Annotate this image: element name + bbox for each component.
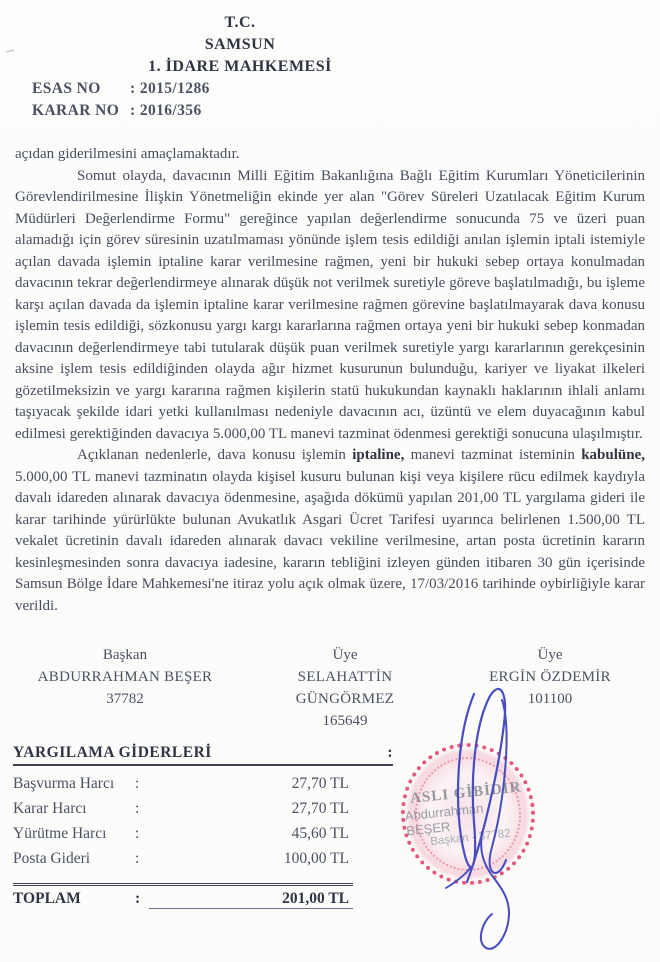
cost-label: Yürütme Harcı [13, 825, 107, 842]
total-colon: : [135, 890, 141, 907]
stamp-certified-copy-text: ASLI GİBİDİR [409, 778, 523, 807]
paragraph-ruling [15, 445, 645, 617]
signatory-role: Üye [332, 647, 358, 663]
paragraph-facts: Somut olayda, davacının Milli Eğitim Bakanlığına Bağlı Eğitim Kurumları Yöneticilerinin Görevlendirilmesine İlişkin Yönetmeliğin ekinde yer alan "Görev Süreleri Uzatılacak Eğitim Kurum Müdürleri Değerlendirme Formu" gereğince yapılan değerlendirme sonucunda 75 ve üzeri puan alamadığı için görev süresinin uzatılmaması yönünde işlem tesis edildiği anılan işlemin iptali istemiyle açılan davada işlemin iptaline karar verilmesine rağmen, yeni bir hukuki sebep ortaya konulmadan davacının tekrar değerlendirmeye alınarak düşük not verilmek suretiyle göreve başlatılmadığı, bu işleme karşı açılan davada da işlemin iptaline karar verilmesine rağmen görevine başlatılmayarak dava konusu işlemin tesis edildiği, sözkonusu yargı kargı kararlarına rağmen ortaya yeni bir hukuki sebep konmadan davacının değerlendirmeye tabi tutularak düşük puan verilmek suretiyle yargı kararlarının gerekçesinin aksine işlem tesis edildiğinden olayda ağır hizmet kusurunun bulunduğu, kariyer ve liyakat ilkeleri gözetilmeksizin ve yargı kararına rağmen kişilerin statü hukukundan kaynaklı haklarının ihlali anlamı taşıyacak şekilde idari yetki kullanılması nedeniyle davacının acı, üzüntü ve elem duyacağının kabul edilmesi gerektiğinden davacıya 5.000,00 TL manevi tazminat ödenmesi gerektiği sonucuna ulaşılmıştır. [15, 167, 645, 442]
karar-no-label: KARAR NO [32, 102, 120, 119]
costs-title-row [13, 744, 393, 766]
costs-rows [13, 771, 353, 871]
republic-label: T.C. [224, 14, 256, 31]
cost-value: 45,60 TL [291, 825, 349, 842]
stamp-name-text: Abdurrahman BEŞER [404, 799, 484, 838]
total-value: 201,00 TL [149, 890, 353, 909]
cost-colon: : [135, 775, 140, 792]
signatory-role: Üye [537, 647, 563, 663]
table-row [13, 821, 353, 846]
karar-no-value: : 2016/356 [130, 102, 202, 119]
stamp-role-number-text: Başkan - 37782 [429, 827, 512, 848]
ruling-text: manevi tazminat isteminin [404, 447, 582, 463]
ruling-text: Açıklanan nedenlerle, dava konusu işlemin [77, 447, 353, 463]
cost-colon: : [135, 850, 140, 867]
costs-total-row [13, 883, 353, 909]
cost-colon: : [135, 825, 140, 842]
litigation-costs-table [13, 744, 393, 909]
cost-label: Başvurma Harcı [13, 775, 115, 792]
cost-label: Karar Harcı [13, 800, 87, 817]
table-row [13, 846, 353, 871]
signatory-name: ERGİN ÖZDEMİR [489, 669, 611, 685]
cost-value: 27,70 TL [291, 775, 349, 792]
decision-body [15, 144, 645, 617]
cost-value: 27,70 TL [291, 800, 349, 817]
case-number-row [0, 78, 660, 100]
esas-no-label: ESAS NO [32, 80, 101, 97]
cost-colon: : [135, 800, 140, 817]
signatory-president [0, 644, 250, 732]
paragraph-continuation: açıdan giderilmesini amaçlamaktadır. [15, 146, 240, 162]
table-row [13, 771, 353, 796]
total-label: TOPLAM [13, 890, 81, 907]
ruling-text: 5.000,00 TL manevi tazminatın olayda kişisel kusuru bulunan kişi veya kişilere rücu edilmek kaydıyla davalı idareden alınarak davacıya ödenmesine, aşağıda dökümü yapılan 201,00 TL yargılama gideri ile karar tarihinde yürürlükte bulunan Avukatlık Asgari Ücret Tarifesi uyarınca belirlenen 1.500,00 TL vekalet ücretinin davalı idareden alınarak davacı vekiline verilmesine, artan posta ücretinin kararın kesinleşmesinden sonra davacıya iadesine, kararın tebliğini izleyen günden itibaren 30 gün içerisinde Samsun Bölge İdare Mahkemesi'ne itiraz yolu açık olmak üzere, 17/03/2016 tarihinde oybirliğiyle karar verildi. [15, 468, 645, 614]
cost-label: Posta Gideri [13, 850, 91, 867]
ruling-bold-iptaline: iptaline, [352, 447, 405, 463]
cost-value: 100,00 TL [283, 850, 349, 867]
table-row [13, 796, 353, 821]
decision-number-row [0, 100, 660, 122]
court-name: 1. İDARE MAHKEMESİ [148, 58, 332, 75]
esas-no-value: : 2015/1286 [130, 80, 210, 97]
signatory-name: ABDURRAHMAN BEŞER [37, 669, 213, 685]
costs-title-colon: : [387, 744, 393, 761]
ruling-bold-kabulune: kabulüne, [581, 447, 645, 463]
signatory-role: Başkan [102, 647, 148, 663]
signatory-registry-number: 165649 [322, 713, 368, 729]
signatory-name: SELAHATTİN GÜNGÖRMEZ [295, 669, 395, 707]
costs-title: YARGILAMA GİDERLERİ [13, 744, 212, 761]
court-header [0, 0, 480, 78]
city-label: SAMSUN [204, 36, 276, 53]
signatory-registry-number: 101100 [527, 691, 573, 707]
signatory-registry-number: 37782 [106, 691, 144, 707]
handwritten-signature [412, 682, 562, 962]
